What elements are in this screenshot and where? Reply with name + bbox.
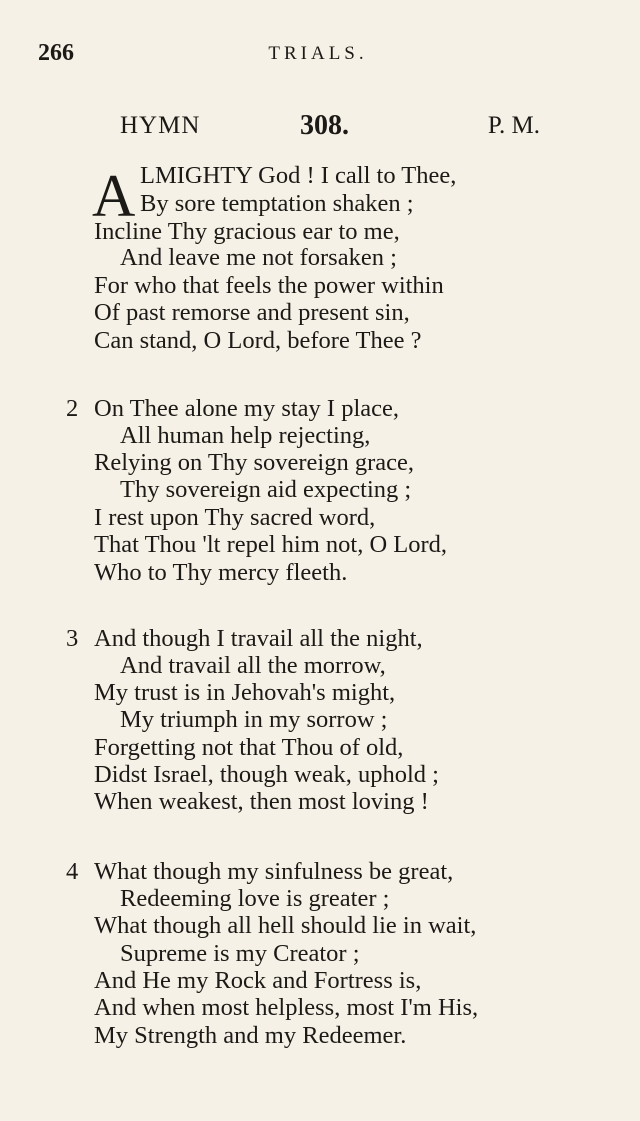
- stanza-line: Redeeming love is greater ;: [120, 885, 390, 912]
- stanza-line: Can stand, O Lord, before Thee ?: [94, 327, 422, 354]
- stanza-line: I rest upon Thy sacred word,: [94, 504, 376, 531]
- stanza-line: Who to Thy mercy fleeth.: [94, 559, 348, 586]
- stanza-line: By sore temptation shaken ;: [140, 190, 414, 217]
- stanza-line: And travail all the morrow,: [120, 652, 386, 679]
- running-head: [38, 40, 598, 70]
- stanza-number: 2: [66, 395, 79, 422]
- stanza-number: 3: [66, 625, 79, 652]
- section-title: TRIALS.: [268, 43, 368, 64]
- hymn-label: HYMN: [120, 112, 201, 139]
- stanza-line: Thy sovereign aid expecting ;: [120, 476, 412, 503]
- stanza-line: Of past remorse and present sin,: [94, 299, 410, 326]
- stanza-line: Incline Thy gracious ear to me,: [94, 218, 400, 245]
- stanza-line: When weakest, then most loving !: [94, 788, 429, 815]
- stanza-line: And when most helpless, most I'm His,: [94, 994, 479, 1021]
- stanza-line: All human help rejecting,: [120, 422, 371, 449]
- stanza-line: And though I travail all the night,: [94, 625, 423, 652]
- stanza-line: Relying on Thy sovereign grace,: [94, 449, 415, 476]
- stanza-line: And He my Rock and Fortress is,: [94, 967, 422, 994]
- stanza-line: LMIGHTY God ! I call to Thee,: [140, 162, 457, 189]
- stanza-line: And leave me not forsaken ;: [120, 244, 397, 271]
- stanza-line: For who that feels the power within: [94, 272, 444, 299]
- drop-cap: A: [92, 163, 136, 229]
- stanza-line: Supreme is my Creator ;: [120, 940, 360, 967]
- stanza-line: What though all hell should lie in wait,: [94, 912, 477, 939]
- stanza-line: On Thee alone my stay I place,: [94, 395, 400, 422]
- stanza-line: My triumph in my sorrow ;: [120, 706, 388, 733]
- stanza-line: That Thou 'lt repel him not, O Lord,: [94, 531, 448, 558]
- stanza-line: Didst Israel, though weak, uphold ;: [94, 761, 439, 788]
- hymn-heading: [120, 110, 540, 144]
- hymn-meter: P. M.: [487, 112, 540, 139]
- stanza-line: My trust is in Jehovah's might,: [94, 679, 396, 706]
- stanza-line: Forgetting not that Thou of old,: [94, 734, 404, 761]
- hymn-number: 308.: [300, 110, 349, 141]
- stanza-line: What though my sinfulness be great,: [94, 858, 454, 885]
- stanza-line: My Strength and my Redeemer.: [94, 1022, 407, 1049]
- stanza-number: 4: [66, 858, 79, 885]
- page-number: 266: [38, 40, 74, 66]
